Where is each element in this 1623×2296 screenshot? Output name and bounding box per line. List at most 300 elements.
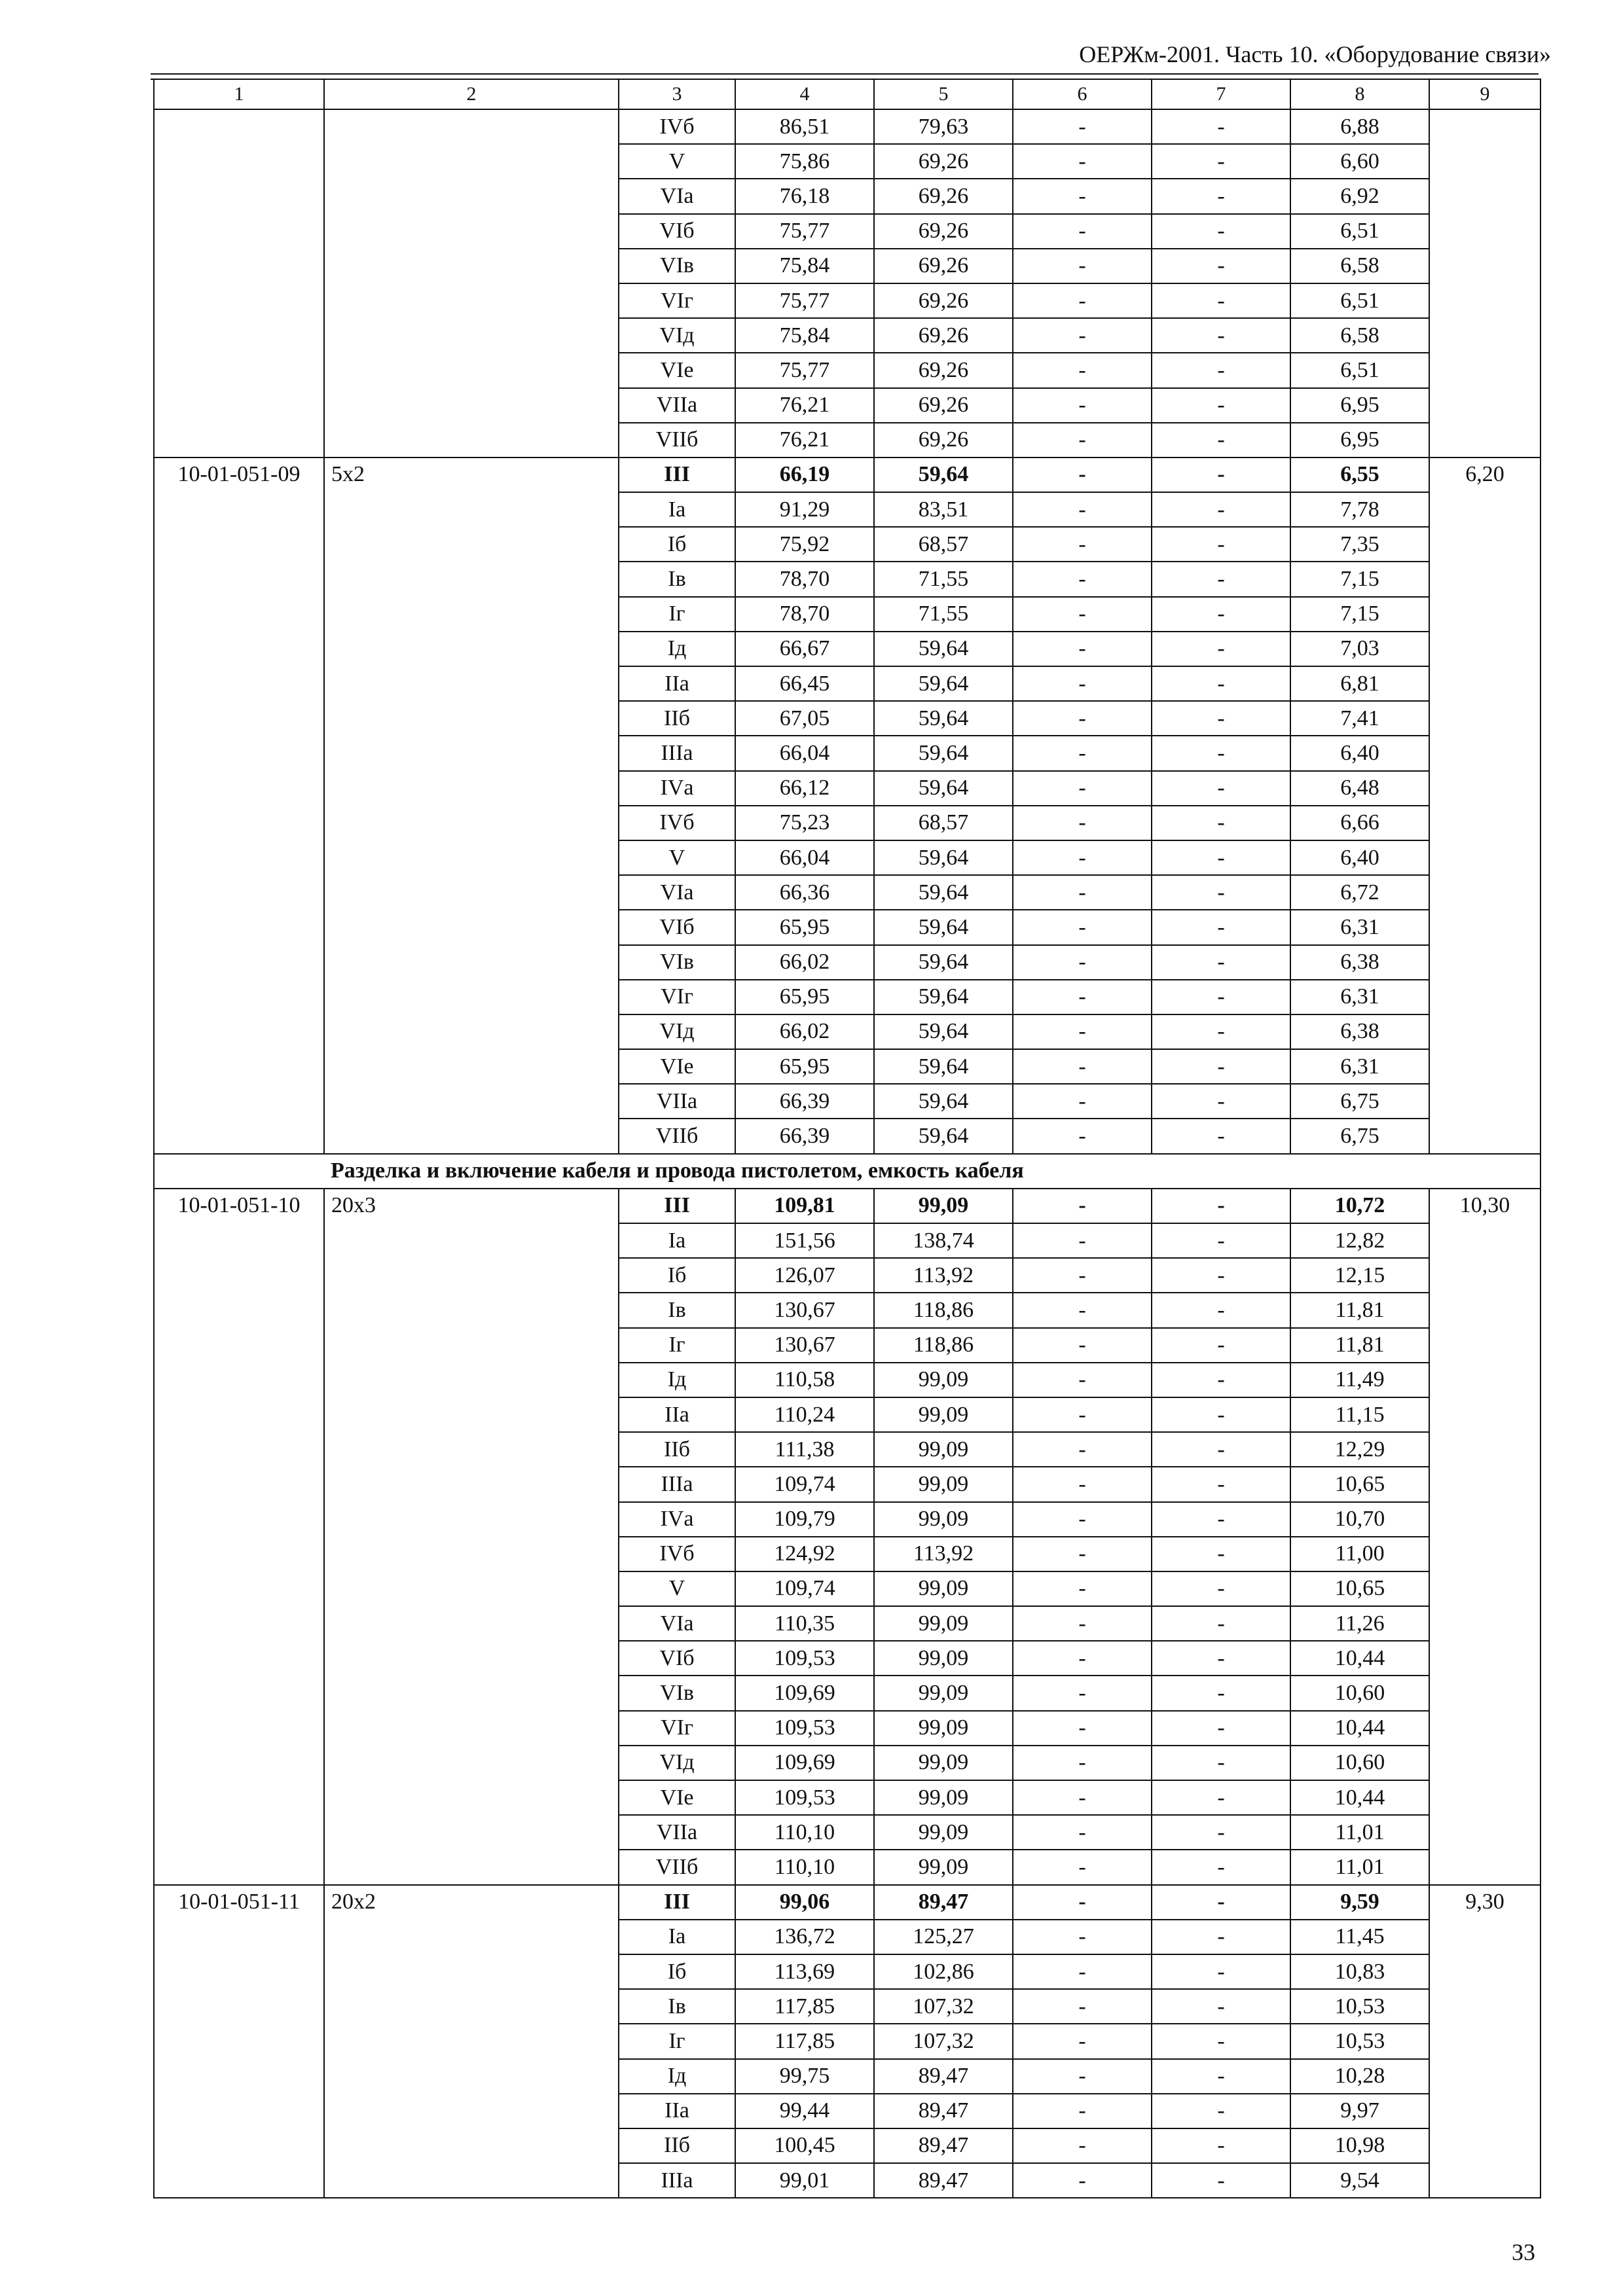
value-cell: - xyxy=(1013,1189,1152,1223)
value-cell: - xyxy=(1152,1885,1290,1920)
value-cell: 7,78 xyxy=(1290,492,1429,527)
value-cell: - xyxy=(1013,1119,1152,1153)
zone-cell: V xyxy=(619,1571,735,1606)
value-cell: 68,57 xyxy=(874,806,1013,840)
value-cell: - xyxy=(1013,492,1152,527)
zone-cell: IIа xyxy=(619,1397,735,1432)
value-cell: 6,51 xyxy=(1290,353,1429,387)
zone-cell: Iв xyxy=(619,562,735,596)
value-cell: - xyxy=(1152,2163,1290,2198)
value-cell: - xyxy=(1152,353,1290,387)
value-cell: 6,66 xyxy=(1290,806,1429,840)
column-number: 1 xyxy=(154,79,324,109)
value-cell: - xyxy=(1152,2059,1290,2094)
value-cell: - xyxy=(1013,632,1152,666)
value-cell: - xyxy=(1013,980,1152,1014)
column-number: 7 xyxy=(1152,79,1290,109)
value-cell: - xyxy=(1152,980,1290,1014)
value-cell: 136,72 xyxy=(735,1920,874,1954)
value-cell: 6,55 xyxy=(1290,457,1429,492)
zone-cell: VIIб xyxy=(619,423,735,457)
document-title: ОЕРЖм-2001. Часть 10. «Оборудование связи» xyxy=(1079,41,1551,67)
value-cell: 76,21 xyxy=(735,388,874,423)
value-cell: 110,24 xyxy=(735,1397,874,1432)
value-cell: - xyxy=(1013,179,1152,213)
column-number: 8 xyxy=(1290,79,1429,109)
rate-code-cell xyxy=(154,109,324,457)
value-cell: - xyxy=(1152,806,1290,840)
zone-cell: Iа xyxy=(619,492,735,527)
zone-cell: IIIа xyxy=(619,736,735,770)
zone-cell: IIIа xyxy=(619,1467,735,1501)
value-cell: - xyxy=(1013,1049,1152,1084)
value-cell: - xyxy=(1152,249,1290,283)
zone-cell: IIб xyxy=(619,1432,735,1467)
zone-cell: VIд xyxy=(619,318,735,353)
value-cell: 99,09 xyxy=(874,1676,1013,1710)
value-cell: - xyxy=(1013,527,1152,562)
cable-size-cell: 20х3 xyxy=(324,1189,619,1885)
value-cell: - xyxy=(1013,1223,1152,1258)
value-cell: 109,74 xyxy=(735,1467,874,1501)
value-cell: 10,65 xyxy=(1290,1467,1429,1501)
value-cell: 6,75 xyxy=(1290,1119,1429,1153)
value-cell: 65,95 xyxy=(735,910,874,944)
value-cell: 124,92 xyxy=(735,1537,874,1571)
value-cell: 59,64 xyxy=(874,910,1013,944)
value-cell: 11,01 xyxy=(1290,1850,1429,1884)
value-cell: - xyxy=(1013,1502,1152,1537)
value-cell: 7,03 xyxy=(1290,632,1429,666)
column-number: 6 xyxy=(1013,79,1152,109)
value-cell: - xyxy=(1152,632,1290,666)
table-row xyxy=(154,1885,1541,1920)
value-cell: 75,84 xyxy=(735,318,874,353)
value-cell: 109,69 xyxy=(735,1676,874,1710)
value-cell: 113,92 xyxy=(874,1258,1013,1293)
value-cell: - xyxy=(1152,1502,1290,1537)
value-cell: 59,64 xyxy=(874,1014,1013,1049)
value-cell: 113,69 xyxy=(735,1954,874,1989)
value-cell: 6,51 xyxy=(1290,214,1429,249)
value-cell: 6,51 xyxy=(1290,283,1429,318)
value-cell: - xyxy=(1013,1363,1152,1397)
value-cell: 138,74 xyxy=(874,1223,1013,1258)
value-cell: 66,04 xyxy=(735,840,874,875)
value-cell: 66,45 xyxy=(735,666,874,701)
value-cell: - xyxy=(1013,318,1152,353)
value-cell: 126,07 xyxy=(735,1258,874,1293)
value-cell: 109,53 xyxy=(735,1711,874,1746)
value-cell: 10,53 xyxy=(1290,1989,1429,2024)
value-cell: 10,60 xyxy=(1290,1746,1429,1780)
value-cell: 59,64 xyxy=(874,980,1013,1014)
value-cell: 99,09 xyxy=(874,1397,1013,1432)
value-cell: - xyxy=(1152,945,1290,980)
value-cell: - xyxy=(1013,2128,1152,2163)
value-cell: 109,53 xyxy=(735,1641,874,1676)
value-cell: 99,09 xyxy=(874,1746,1013,1780)
value-cell: - xyxy=(1152,1571,1290,1606)
zone-cell: IVб xyxy=(619,109,735,144)
value-cell: - xyxy=(1152,701,1290,736)
value-cell: - xyxy=(1013,1746,1152,1780)
value-cell: - xyxy=(1152,1606,1290,1641)
zone-cell: VIв xyxy=(619,945,735,980)
value-cell: 117,85 xyxy=(735,1989,874,2024)
value-cell: 10,44 xyxy=(1290,1780,1429,1815)
value-cell: - xyxy=(1013,1084,1152,1119)
value-cell: 6,58 xyxy=(1290,249,1429,283)
value-cell: 99,09 xyxy=(874,1606,1013,1641)
table-row xyxy=(154,457,1541,492)
value-cell: 66,36 xyxy=(735,875,874,910)
value-cell: 99,06 xyxy=(735,1885,874,1920)
zone-cell: VIб xyxy=(619,910,735,944)
value-cell: 6,88 xyxy=(1290,109,1429,144)
value-cell: - xyxy=(1013,1711,1152,1746)
value-cell: 66,19 xyxy=(735,457,874,492)
cable-size-cell: 5х2 xyxy=(324,457,619,1154)
value-cell: 6,48 xyxy=(1290,771,1429,806)
value-cell: - xyxy=(1013,1885,1152,1920)
value-cell: 66,39 xyxy=(735,1084,874,1119)
column-number: 9 xyxy=(1429,79,1541,109)
value-cell: - xyxy=(1013,562,1152,596)
value-cell: - xyxy=(1013,144,1152,179)
value-cell: - xyxy=(1152,1014,1290,1049)
value-cell: 110,35 xyxy=(735,1606,874,1641)
zone-cell: VIб xyxy=(619,1641,735,1676)
zone-cell: IVа xyxy=(619,1502,735,1537)
value-cell: 100,45 xyxy=(735,2128,874,2163)
value-cell: 59,64 xyxy=(874,875,1013,910)
value-cell: - xyxy=(1152,1676,1290,1710)
value-cell: - xyxy=(1152,1432,1290,1467)
value-cell: - xyxy=(1152,1989,1290,2024)
zone-cell: Iв xyxy=(619,1293,735,1327)
zone-cell: Iб xyxy=(619,527,735,562)
value-cell: 69,26 xyxy=(874,179,1013,213)
value-cell: 7,15 xyxy=(1290,562,1429,596)
value-cell: 71,55 xyxy=(874,597,1013,632)
value-cell: - xyxy=(1152,1363,1290,1397)
value-cell: - xyxy=(1013,214,1152,249)
zone-cell: Iг xyxy=(619,597,735,632)
value-cell: 6,72 xyxy=(1290,875,1429,910)
zone-cell: VIIб xyxy=(619,1850,735,1884)
value-cell: 69,26 xyxy=(874,249,1013,283)
zone-cell: VIIа xyxy=(619,1815,735,1850)
value-cell: 11,45 xyxy=(1290,1920,1429,1954)
value-cell: 6,38 xyxy=(1290,945,1429,980)
value-cell: 11,26 xyxy=(1290,1606,1429,1641)
zone-cell: VIе xyxy=(619,1049,735,1084)
value-cell: 130,67 xyxy=(735,1328,874,1363)
value-cell: - xyxy=(1013,736,1152,770)
value-cell: 91,29 xyxy=(735,492,874,527)
value-cell: - xyxy=(1013,353,1152,387)
value-cell: - xyxy=(1013,2163,1152,2198)
value-cell: - xyxy=(1013,945,1152,980)
value-cell: 65,95 xyxy=(735,1049,874,1084)
value-cell: - xyxy=(1152,840,1290,875)
value-cell: 12,15 xyxy=(1290,1258,1429,1293)
page-number: 33 xyxy=(1512,2239,1535,2265)
cable-size-cell: 20х2 xyxy=(324,1885,619,2198)
value-cell: - xyxy=(1152,1954,1290,1989)
value-cell: - xyxy=(1013,1014,1152,1049)
zone-cell: IVа xyxy=(619,771,735,806)
value-cell: 118,86 xyxy=(874,1328,1013,1363)
column-number: 5 xyxy=(874,79,1013,109)
value-cell: 75,84 xyxy=(735,249,874,283)
value-cell: - xyxy=(1013,2059,1152,2094)
value-cell: 6,95 xyxy=(1290,388,1429,423)
value-cell: 10,53 xyxy=(1290,2024,1429,2058)
value-cell: 99,09 xyxy=(874,1363,1013,1397)
value-cell: 130,67 xyxy=(735,1293,874,1327)
value-cell: 66,02 xyxy=(735,945,874,980)
value-cell: 89,47 xyxy=(874,2059,1013,2094)
value-cell: - xyxy=(1013,1920,1152,1954)
value-cell: 9,59 xyxy=(1290,1885,1429,1920)
value-cell: - xyxy=(1152,1780,1290,1815)
zone-cell: Iг xyxy=(619,1328,735,1363)
value-cell: 10,70 xyxy=(1290,1502,1429,1537)
value-cell: 99,09 xyxy=(874,1571,1013,1606)
zone-cell: Iд xyxy=(619,632,735,666)
zone-cell: Iа xyxy=(619,1223,735,1258)
value-cell: - xyxy=(1013,1606,1152,1641)
value-cell: 99,75 xyxy=(735,2059,874,2094)
column-number-row xyxy=(154,79,1541,109)
value-cell: - xyxy=(1152,1328,1290,1363)
value-cell: 71,55 xyxy=(874,562,1013,596)
value-cell: 6,58 xyxy=(1290,318,1429,353)
value-cell: 6,81 xyxy=(1290,666,1429,701)
column-9-cell xyxy=(1429,109,1541,457)
value-cell: - xyxy=(1013,597,1152,632)
value-cell: 10,28 xyxy=(1290,2059,1429,2094)
zone-cell: IIб xyxy=(619,701,735,736)
zone-cell: VIд xyxy=(619,1746,735,1780)
value-cell: - xyxy=(1013,1989,1152,2024)
column-number: 2 xyxy=(324,79,619,109)
value-cell: - xyxy=(1152,179,1290,213)
value-cell: - xyxy=(1013,840,1152,875)
value-cell: 11,81 xyxy=(1290,1328,1429,1363)
value-cell: 113,92 xyxy=(874,1537,1013,1571)
zone-cell: IVб xyxy=(619,806,735,840)
value-cell: 59,64 xyxy=(874,1049,1013,1084)
zone-cell: IIб xyxy=(619,2128,735,2163)
zone-cell: VIIа xyxy=(619,388,735,423)
value-cell: 117,85 xyxy=(735,2024,874,2058)
value-cell: 102,86 xyxy=(874,1954,1013,1989)
value-cell: 99,09 xyxy=(874,1502,1013,1537)
value-cell: - xyxy=(1152,457,1290,492)
value-cell: 59,64 xyxy=(874,1119,1013,1153)
value-cell: 110,10 xyxy=(735,1850,874,1884)
zone-cell: Iв xyxy=(619,1989,735,2024)
value-cell: - xyxy=(1152,910,1290,944)
value-cell: 59,64 xyxy=(874,945,1013,980)
value-cell: 12,82 xyxy=(1290,1223,1429,1258)
value-cell: 109,81 xyxy=(735,1189,874,1223)
value-cell: 118,86 xyxy=(874,1293,1013,1327)
value-cell: - xyxy=(1152,492,1290,527)
value-cell: 66,12 xyxy=(735,771,874,806)
value-cell: - xyxy=(1152,2024,1290,2058)
value-cell: - xyxy=(1152,2094,1290,2128)
value-cell: 59,64 xyxy=(874,736,1013,770)
zone-cell: VIа xyxy=(619,1606,735,1641)
value-cell: 7,41 xyxy=(1290,701,1429,736)
value-cell: - xyxy=(1013,1328,1152,1363)
zone-cell: IVб xyxy=(619,1537,735,1571)
value-cell: - xyxy=(1152,666,1290,701)
value-cell: - xyxy=(1152,283,1290,318)
value-cell: 7,35 xyxy=(1290,527,1429,562)
value-cell: - xyxy=(1152,1537,1290,1571)
value-cell: - xyxy=(1013,910,1152,944)
value-cell: 109,79 xyxy=(735,1502,874,1537)
zone-cell: VIа xyxy=(619,875,735,910)
zone-cell: VIе xyxy=(619,1780,735,1815)
value-cell: - xyxy=(1013,701,1152,736)
value-cell: 9,97 xyxy=(1290,2094,1429,2128)
value-cell: 12,29 xyxy=(1290,1432,1429,1467)
value-cell: - xyxy=(1152,423,1290,457)
zone-cell: Iб xyxy=(619,1258,735,1293)
value-cell: 59,64 xyxy=(874,666,1013,701)
value-cell: 99,09 xyxy=(874,1850,1013,1884)
value-cell: - xyxy=(1013,1258,1152,1293)
value-cell: 59,64 xyxy=(874,701,1013,736)
value-cell: 75,77 xyxy=(735,283,874,318)
value-cell: 66,39 xyxy=(735,1119,874,1153)
value-cell: 99,09 xyxy=(874,1815,1013,1850)
value-cell: 75,23 xyxy=(735,806,874,840)
column-9-cell: 6,20 xyxy=(1429,457,1541,1154)
value-cell: 69,26 xyxy=(874,283,1013,318)
value-cell: 66,02 xyxy=(735,1014,874,1049)
value-cell: 9,54 xyxy=(1290,2163,1429,2198)
value-cell: 6,31 xyxy=(1290,1049,1429,1084)
value-cell: - xyxy=(1013,1850,1152,1884)
value-cell: - xyxy=(1152,2128,1290,2163)
zone-cell: IIа xyxy=(619,666,735,701)
value-cell: - xyxy=(1152,771,1290,806)
value-cell: 69,26 xyxy=(874,388,1013,423)
zone-cell: V xyxy=(619,840,735,875)
value-cell: 76,21 xyxy=(735,423,874,457)
value-cell: - xyxy=(1013,2024,1152,2058)
value-cell: - xyxy=(1013,388,1152,423)
value-cell: - xyxy=(1152,1711,1290,1746)
zone-cell: VIIа xyxy=(619,1084,735,1119)
value-cell: 69,26 xyxy=(874,214,1013,249)
value-cell: - xyxy=(1013,1676,1152,1710)
value-cell: 6,31 xyxy=(1290,910,1429,944)
value-cell: 66,67 xyxy=(735,632,874,666)
value-cell: - xyxy=(1013,1780,1152,1815)
value-cell: 59,64 xyxy=(874,1084,1013,1119)
value-cell: 6,40 xyxy=(1290,736,1429,770)
value-cell: 99,09 xyxy=(874,1432,1013,1467)
rate-code-cell: 10-01-051-11 xyxy=(154,1885,324,2198)
value-cell: - xyxy=(1013,1467,1152,1501)
value-cell: 59,64 xyxy=(874,457,1013,492)
zone-cell: Iб xyxy=(619,1954,735,1989)
zone-cell: IIа xyxy=(619,2094,735,2128)
zone-cell: Iг xyxy=(619,2024,735,2058)
value-cell: 99,09 xyxy=(874,1711,1013,1746)
value-cell: - xyxy=(1013,1397,1152,1432)
section-spacer xyxy=(154,1154,324,1189)
value-cell: - xyxy=(1013,806,1152,840)
zone-cell: VIб xyxy=(619,214,735,249)
value-cell: 89,47 xyxy=(874,2163,1013,2198)
value-cell: 107,32 xyxy=(874,1989,1013,2024)
value-cell: 111,38 xyxy=(735,1432,874,1467)
value-cell: 110,10 xyxy=(735,1815,874,1850)
table-body xyxy=(154,109,1541,2198)
value-cell: - xyxy=(1152,144,1290,179)
value-cell: - xyxy=(1013,1641,1152,1676)
value-cell: - xyxy=(1152,1223,1290,1258)
value-cell: - xyxy=(1013,109,1152,144)
value-cell: 10,72 xyxy=(1290,1189,1429,1223)
value-cell: - xyxy=(1152,875,1290,910)
value-cell: 109,53 xyxy=(735,1780,874,1815)
rate-code-cell: 10-01-051-09 xyxy=(154,457,324,1154)
value-cell: 7,15 xyxy=(1290,597,1429,632)
zone-cell: V xyxy=(619,144,735,179)
value-cell: - xyxy=(1013,249,1152,283)
value-cell: 69,26 xyxy=(874,144,1013,179)
value-cell: - xyxy=(1013,1571,1152,1606)
value-cell: 6,92 xyxy=(1290,179,1429,213)
value-cell: 6,31 xyxy=(1290,980,1429,1014)
value-cell: - xyxy=(1013,2094,1152,2128)
value-cell: - xyxy=(1152,1641,1290,1676)
value-cell: 99,09 xyxy=(874,1780,1013,1815)
value-cell: - xyxy=(1013,283,1152,318)
column-number: 4 xyxy=(735,79,874,109)
value-cell: - xyxy=(1152,1467,1290,1501)
zone-cell: VIв xyxy=(619,249,735,283)
value-cell: 6,95 xyxy=(1290,423,1429,457)
value-cell: 6,75 xyxy=(1290,1084,1429,1119)
zone-cell: III xyxy=(619,457,735,492)
value-cell: - xyxy=(1152,1258,1290,1293)
value-cell: - xyxy=(1152,214,1290,249)
value-cell: 6,60 xyxy=(1290,144,1429,179)
value-cell: 67,05 xyxy=(735,701,874,736)
value-cell: 59,64 xyxy=(874,771,1013,806)
value-cell: - xyxy=(1152,736,1290,770)
value-cell: 125,27 xyxy=(874,1920,1013,1954)
zone-cell: VIг xyxy=(619,980,735,1014)
zone-cell: Iа xyxy=(619,1920,735,1954)
zone-cell: VIIб xyxy=(619,1119,735,1153)
value-cell: 11,49 xyxy=(1290,1363,1429,1397)
value-cell: - xyxy=(1152,597,1290,632)
zone-cell: Iд xyxy=(619,2059,735,2094)
zone-cell: VIг xyxy=(619,1711,735,1746)
